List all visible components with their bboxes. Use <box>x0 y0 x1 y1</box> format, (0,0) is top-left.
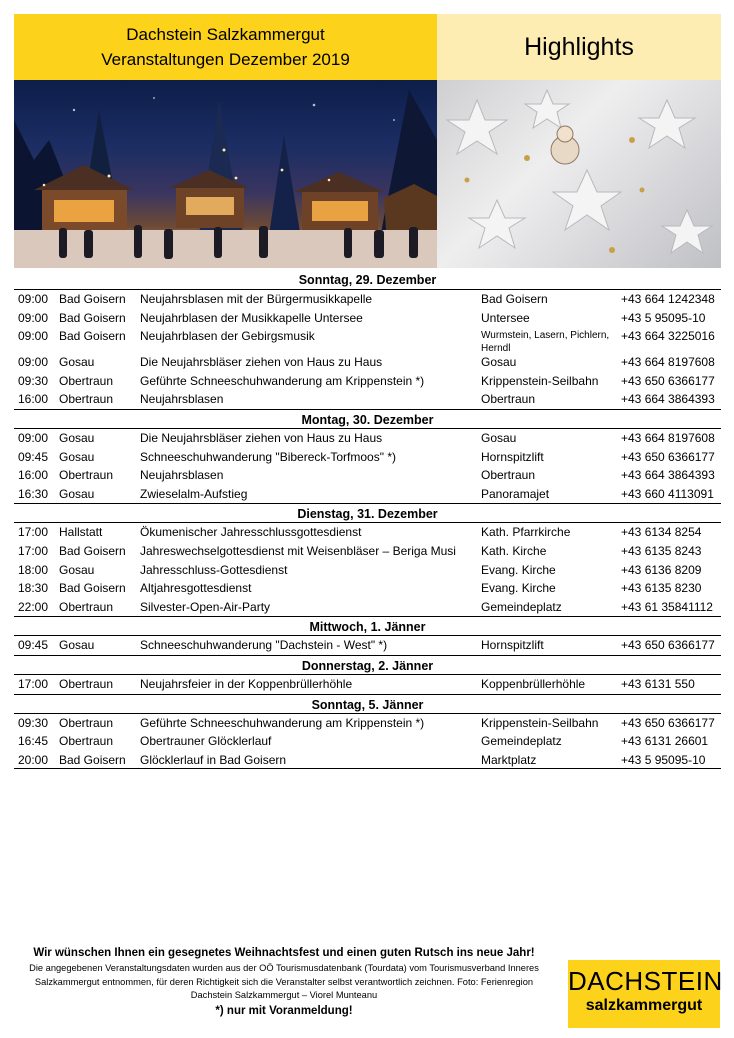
event-title: Obertrauner Glöcklerlauf <box>140 734 272 749</box>
event-venue: Kath. Pfarrkirche <box>481 525 571 540</box>
event-venue: Bad Goisern <box>481 292 548 306</box>
event-town: Obertraun <box>59 676 114 691</box>
event-title: Ökumenischer Jahresschlussgottesdienst <box>140 525 362 540</box>
day-header: Donnerstag, 2. Jänner <box>14 655 721 675</box>
event-title: Zwieselalm-Aufstieg <box>140 486 248 501</box>
page-subtitle: Veranstaltungen Dezember 2019 <box>101 50 350 69</box>
event-time: 16:00 <box>18 392 49 407</box>
event-title: Schneeschuhwanderung "Bibereck-Torfmoos" *) <box>140 449 396 464</box>
logo-line-1: DACHSTEIN <box>568 966 723 996</box>
event-title: Glöcklerlauf in Bad Goisern <box>140 752 287 767</box>
event-venue: Kath. Kirche <box>481 543 547 558</box>
event-time: 17:00 <box>18 676 49 691</box>
event-venue: Untersee <box>481 310 530 325</box>
event-row <box>14 448 721 467</box>
event-phone: +43 664 1242348 <box>621 292 715 306</box>
event-town: Obertraun <box>59 392 114 407</box>
logo-line-2: salzkammergut <box>585 997 703 1014</box>
event-venue: Hornspitzlift <box>481 638 544 653</box>
event-phone: +43 664 8197608 <box>621 355 715 370</box>
event-town: Bad Goisern <box>59 329 126 344</box>
event-row <box>14 353 721 372</box>
dachstein-logo <box>568 960 723 1028</box>
event-venue: Evang. Kirche <box>481 581 556 596</box>
event-venue: Evang. Kirche <box>481 562 556 577</box>
event-venue: Gosau <box>481 355 517 370</box>
event-phone: +43 660 4113091 <box>621 486 714 501</box>
event-title: Silvester-Open-Air-Party <box>140 599 271 614</box>
event-town: Obertraun <box>59 734 114 749</box>
event-title: Geführte Schneeschuhwanderung am Krippenstein *) <box>140 715 425 730</box>
event-title: Neujahrsfeier in der Koppenbrüllerhöhle <box>140 676 353 691</box>
event-phone: +43 5 95095-10 <box>621 752 706 767</box>
event-venue: Krippenstein-Seilbahn <box>481 715 599 730</box>
event-phone: +43 664 8197608 <box>621 430 715 445</box>
event-time: 22:00 <box>18 599 49 614</box>
event-title: Neujahrsblasen mit der Bürgermusikkapelle <box>140 292 373 306</box>
event-venue: Gosau <box>481 430 517 445</box>
holiday-greeting: Wir wünschen Ihnen ein gesegnetes Weihnachtsfest und einen guten Rutsch ins neue Jahr! <box>33 947 535 959</box>
event-venue: Koppenbrüllerhöhle <box>481 676 586 691</box>
highlights-title: Highlights <box>524 33 634 61</box>
event-row <box>14 523 721 542</box>
event-time: 18:00 <box>18 562 49 577</box>
event-venue: Obertraun <box>481 392 536 407</box>
event-time: 09:45 <box>18 638 49 653</box>
event-venue: Wurmstein, Lasern, Pichlern, Herndl <box>481 330 610 355</box>
event-phone: +43 61 35841112 <box>621 599 713 614</box>
highlights-banner <box>437 14 721 80</box>
event-phone: +43 6131 26601 <box>621 734 709 749</box>
event-row <box>14 751 721 770</box>
event-time: 09:00 <box>18 292 49 306</box>
event-town: Bad Goisern <box>59 543 126 558</box>
event-town: Obertraun <box>59 715 114 730</box>
event-venue: Gemeindeplatz <box>481 734 562 749</box>
event-time: 17:00 <box>18 543 49 558</box>
event-time: 09:00 <box>18 430 49 445</box>
header-banner <box>14 14 437 80</box>
event-phone: +43 6135 8230 <box>621 581 702 596</box>
event-time: 09:00 <box>18 310 49 325</box>
event-town: Bad Goisern <box>59 310 126 325</box>
event-phone: +43 650 6366177 <box>621 449 715 464</box>
footer <box>14 946 554 1019</box>
event-row <box>14 327 721 353</box>
event-town: Gosau <box>59 449 95 464</box>
event-town: Gosau <box>59 355 95 370</box>
star-ornaments-photo <box>437 80 721 268</box>
event-town: Obertraun <box>59 373 114 388</box>
disclaimer-text: Die angegebenen Veranstaltungsdaten wurden aus der OÖ Tourismusdatenbank (Tourdata) vom Tourismusverband Inneres Salzkammergut entnommen, für deren Richtigkeit sich die Veranstalter selbst verantwortlich zeichnen. Foto: Ferienregion Dachstein Salzkammergut – Viorel Munteanu <box>29 963 539 1000</box>
event-phone: +43 664 3864393 <box>621 392 715 407</box>
event-row <box>14 485 721 504</box>
event-row <box>14 372 721 391</box>
event-row <box>14 675 721 694</box>
event-title: Neujahrsblasen <box>140 392 224 407</box>
event-phone: +43 650 6366177 <box>621 638 715 653</box>
event-title: Jahreswechselgottesdienst mit Weisenbläser – Beriga Musi <box>140 543 456 558</box>
day-header: Montag, 30. Dezember <box>14 409 721 429</box>
event-town: Bad Goisern <box>59 581 126 596</box>
event-town: Hallstatt <box>59 525 103 540</box>
day-header: Sonntag, 5. Jänner <box>14 694 721 714</box>
event-town: Gosau <box>59 486 95 501</box>
event-row <box>14 598 721 617</box>
event-venue: Obertraun <box>481 468 536 483</box>
event-row <box>14 542 721 561</box>
event-title: Altjahresgottesdienst <box>140 581 252 596</box>
event-phone: +43 664 3225016 <box>621 329 715 344</box>
event-venue: Panoramajet <box>481 486 550 501</box>
event-time: 09:30 <box>18 373 49 388</box>
event-venue: Gemeindeplatz <box>481 599 562 614</box>
event-row <box>14 466 721 485</box>
christmas-market-photo <box>14 80 437 268</box>
event-venue: Hornspitzlift <box>481 449 544 464</box>
event-title: Neujahrblasen der Musikkapelle Untersee <box>140 310 363 325</box>
event-row <box>14 290 721 309</box>
event-phone: +43 664 3864393 <box>621 468 715 483</box>
event-row <box>14 579 721 598</box>
event-time: 18:30 <box>18 581 49 596</box>
event-row <box>14 309 721 328</box>
day-header: Sonntag, 29. Dezember <box>14 270 721 290</box>
event-time: 16:45 <box>18 734 49 749</box>
event-time: 09:30 <box>18 715 49 730</box>
event-row <box>14 429 721 448</box>
event-town: Obertraun <box>59 599 114 614</box>
event-time: 20:00 <box>18 752 49 767</box>
event-title: Geführte Schneeschuhwanderung am Krippenstein *) <box>140 373 425 388</box>
event-schedule <box>14 270 721 769</box>
event-phone: +43 650 6366177 <box>621 715 715 730</box>
event-time: 09:00 <box>18 329 49 344</box>
event-town: Bad Goisern <box>59 292 126 306</box>
event-title: Jahresschluss-Gottesdienst <box>140 562 288 577</box>
event-phone: +43 650 6366177 <box>621 373 715 388</box>
event-phone: +43 5 95095-10 <box>621 310 706 325</box>
event-title: Neujahrblasen der Gebirgsmusik <box>140 329 315 344</box>
event-title: Die Neujahrsbläser ziehen von Haus zu Haus <box>140 430 383 445</box>
event-phone: +43 6136 8209 <box>621 562 702 577</box>
event-phone: +43 6131 550 <box>621 676 695 691</box>
event-title: Die Neujahrsbläser ziehen von Haus zu Haus <box>140 355 383 370</box>
event-title: Schneeschuhwanderung "Dachstein - West" *) <box>140 638 388 653</box>
event-row <box>14 561 721 580</box>
event-town: Gosau <box>59 430 95 445</box>
page-title: Dachstein Salzkammergut <box>126 25 325 44</box>
event-time: 09:45 <box>18 449 49 464</box>
day-header: Mittwoch, 1. Jänner <box>14 616 721 636</box>
event-row <box>14 732 721 751</box>
event-town: Obertraun <box>59 468 114 483</box>
registration-note: *) nur mit Voranmeldung! <box>215 1004 353 1017</box>
day-header: Dienstag, 31. Dezember <box>14 503 721 523</box>
event-town: Gosau <box>59 562 95 577</box>
event-town: Bad Goisern <box>59 752 126 767</box>
event-row <box>14 636 721 655</box>
event-town: Gosau <box>59 638 95 653</box>
event-venue: Krippenstein-Seilbahn <box>481 373 599 388</box>
event-title: Neujahrsblasen <box>140 468 224 483</box>
event-time: 16:30 <box>18 486 49 501</box>
event-phone: +43 6135 8243 <box>621 543 702 558</box>
event-phone: +43 6134 8254 <box>621 525 702 540</box>
event-venue: Marktplatz <box>481 752 537 767</box>
event-time: 09:00 <box>18 355 49 370</box>
event-row <box>14 390 721 409</box>
event-time: 17:00 <box>18 525 49 540</box>
event-row <box>14 714 721 733</box>
event-time: 16:00 <box>18 468 49 483</box>
